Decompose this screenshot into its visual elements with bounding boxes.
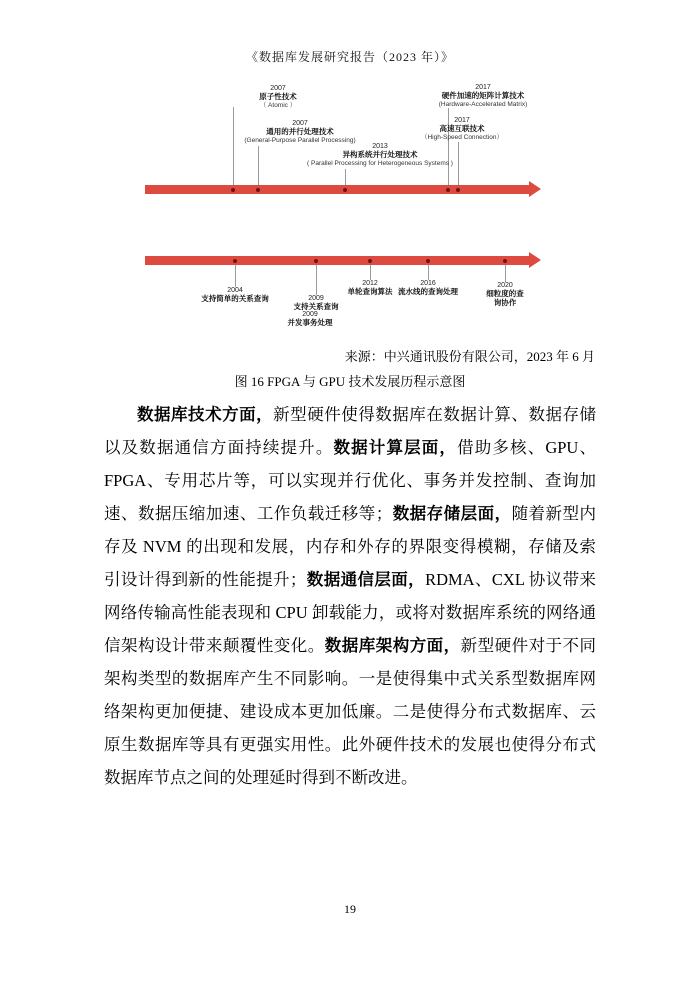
milestone-2009-relational-query	[294, 295, 339, 312]
page-number: 19	[344, 902, 356, 916]
text-run: 新型硬件使得数据库在数据计算、数据存储以及数据通信方面持续提升。	[104, 405, 597, 457]
bold-text-run: 数据通信层面，	[306, 570, 426, 589]
milestone-2013-heterogeneous-parallel	[307, 143, 453, 167]
milestone-year: 2009	[308, 295, 324, 302]
milestone-sublabel: (General-Purpose Parallel Processing)	[244, 136, 356, 144]
milestone-year: 2004	[227, 287, 243, 294]
milestone-year: 2009	[302, 311, 318, 318]
milestone-label: 单轮查询算法	[347, 287, 393, 297]
milestone-sublabel: ( Parallel Processing for Heterogeneous Systems )	[307, 159, 453, 167]
timeline-dot	[456, 188, 460, 192]
bold-text-run: 数据库技术方面，	[137, 405, 274, 424]
connector-line	[370, 265, 371, 280]
milestone-label: 支持关系查询	[293, 302, 339, 312]
timeline-dot	[368, 259, 372, 263]
milestone-2016-pipelined-query	[398, 280, 458, 297]
milestone-label: 并发事务处理	[287, 318, 333, 328]
timeline-dot	[343, 188, 347, 192]
milestone-label: 高速互联技术	[439, 124, 485, 134]
milestone-2012-single-round-query	[348, 280, 393, 297]
milestone-2017-hardware-accelerated-matrix	[439, 84, 528, 108]
figure-source: 来源：中兴通讯股份有限公司，2023 年 6 月	[344, 349, 595, 364]
top-timeline-arrow	[145, 185, 530, 194]
milestone-2020-fine-grained-query	[483, 282, 527, 307]
text-run: RDMA、CXL 协议带来网络传输高性能表现和 CPU 卸载能力，或将对数据库系统的网络通信架构设计带来颠覆性变化。	[104, 570, 597, 655]
milestone-sublabel: (Hardware-Accelerated Matrix)	[438, 100, 528, 108]
milestone-2007-general-purpose-parallel	[244, 120, 355, 144]
milestone-label: 流水线的查询处理	[398, 287, 458, 297]
milestone-year: 2017	[454, 117, 470, 124]
milestone-year: 2007	[270, 85, 286, 92]
milestone-year: 2013	[372, 143, 388, 150]
connector-line	[428, 265, 429, 280]
text-run: 新型硬件对于不同架构类型的数据库产生不同影响。一是使得集中式关系型数据库网络架构更加便捷、建设成本更加低廉。二是使得分布式数据库、云原生数据库等具有更强实用性。此外硬件技术的发展也使得分布式数据库节点之间的处理延时得到不断改进。	[104, 636, 597, 787]
milestone-year: 2020	[497, 282, 513, 289]
milestone-2009-concurrent-transaction	[288, 311, 333, 328]
timeline-dot	[314, 259, 318, 263]
milestone-label: 硬件加速的矩阵计算技术	[441, 91, 525, 101]
connector-line	[233, 107, 234, 185]
connector-line	[345, 169, 346, 185]
milestone-label: 支持简单的关系查询	[201, 294, 269, 304]
page-header: 《数据库发展研究报告（2023 年）》	[245, 50, 454, 64]
connector-line	[235, 265, 236, 287]
timeline-dot	[256, 188, 260, 192]
milestone-year: 2007	[292, 120, 308, 127]
connector-line	[258, 146, 259, 185]
milestone-sublabel: （ Atomic ）	[259, 101, 297, 109]
timeline-dot	[446, 188, 450, 192]
milestone-label: 异构系统并行处理技术	[342, 150, 418, 160]
milestone-sublabel: （High-Speed Connection）	[420, 133, 504, 141]
body-paragraph	[104, 398, 596, 794]
milestone-2007-atomic	[259, 85, 297, 109]
milestone-year: 2012	[362, 280, 378, 287]
connector-line	[316, 265, 317, 295]
figure-caption: 图 16 FPGA 与 GPU 技术发展历程示意图	[234, 374, 466, 389]
bold-text-run: 数据库架构方面，	[324, 636, 461, 655]
bold-text-run: 数据计算层面，	[333, 438, 458, 457]
text-run: 随着新型内存及 NVM 的出现和发展，内存和外存的界限变得模糊，存储及索引设计得到新的性能提升；	[104, 504, 597, 589]
milestone-label: 通用的并行处理技术	[266, 127, 334, 137]
figure-16-diagram	[0, 0, 700, 360]
timeline-dot	[231, 188, 235, 192]
milestone-year: 2017	[475, 84, 491, 91]
connector-line	[458, 142, 459, 185]
timeline-dot	[503, 259, 507, 263]
milestone-label: 原子性技术	[259, 92, 297, 102]
milestone-label: 细粒度的查询协作	[486, 289, 524, 307]
milestone-2017-high-speed-connection	[421, 117, 503, 141]
milestone-year: 2016	[420, 280, 436, 287]
bold-text-run: 数据存储层面，	[392, 504, 512, 523]
timeline-dot	[233, 259, 237, 263]
connector-line	[505, 265, 506, 282]
timeline-dot	[426, 259, 430, 263]
milestone-2004-simple-relational-query	[201, 287, 269, 304]
bottom-timeline-arrow	[145, 256, 530, 265]
text-run: 借助多核、GPU、FPGA、专用芯片等，可以实现并行优化、事务并发控制、查询加速、数据压缩加速、工作负载迁移等；	[104, 438, 597, 523]
